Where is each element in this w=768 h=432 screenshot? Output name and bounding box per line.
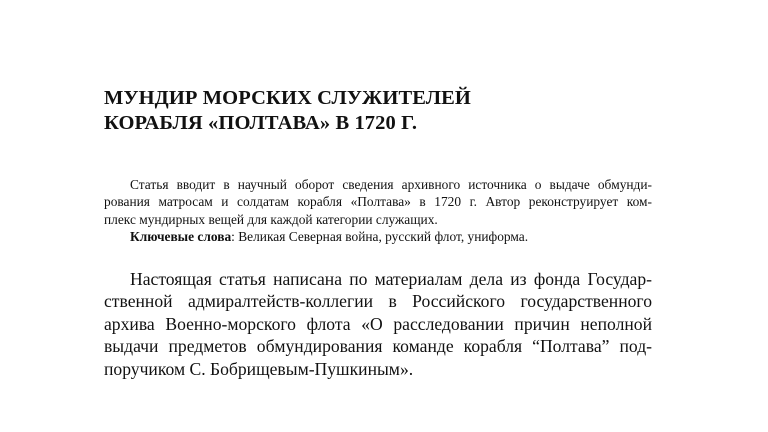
body-line: Настоящая статья написана по материалам дела из фонда Государ- bbox=[130, 269, 652, 289]
body-line: поручиком С. Бобрищевым-Пушкиным». bbox=[104, 358, 414, 379]
keywords-text: Великая Северная война, русский флот, униформа. bbox=[238, 229, 529, 245]
keywords-label: Ключевые слова bbox=[130, 229, 232, 245]
body-line: ственной адмиралтейств-коллегии в Российского государственного bbox=[104, 291, 652, 312]
abstract-line: Статья вводит в научный оборот сведения архивного источника о выдаче обмунди- bbox=[130, 177, 652, 192]
keywords-line bbox=[104, 228, 652, 245]
title-line: МУНДИР МОРСКИХ СЛУЖИТЕЛЕЙ bbox=[104, 87, 471, 109]
article-abstract bbox=[104, 176, 652, 246]
body-line: выдачи предметов обмундирования команде корабля “Полтава” под- bbox=[104, 336, 652, 357]
article-title bbox=[104, 86, 664, 136]
abstract-line: плекс мундирных вещей для каждой категории служащих. bbox=[104, 211, 438, 227]
article-body bbox=[104, 268, 652, 380]
keywords-separator: : bbox=[231, 229, 239, 245]
body-line: архива Военно-морского флота «О расследовании причин неполной bbox=[104, 313, 652, 334]
title-line: КОРАБЛЯ «ПОЛТАВА» В 1720 Г. bbox=[104, 112, 418, 134]
abstract-line: рования матросам и солдатам корабля «Полтава» в 1720 г. Автор реконструирует ком- bbox=[104, 194, 652, 210]
